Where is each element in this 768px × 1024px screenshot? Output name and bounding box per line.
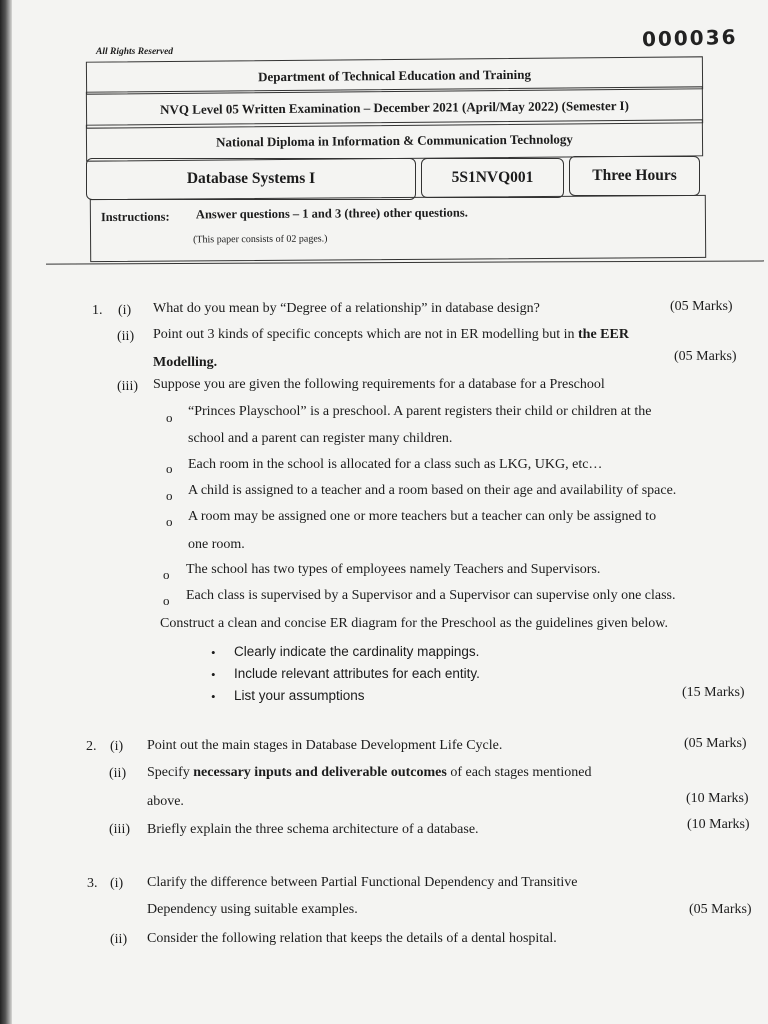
- code-box: [421, 158, 564, 198]
- exam-duration: Three Hours: [592, 167, 677, 184]
- instructions-label: Instructions:: [100, 209, 170, 225]
- q1-i-label: (i): [118, 303, 132, 318]
- instructions-box: [90, 195, 706, 262]
- rights-notice: All Rights Reserved: [96, 47, 174, 57]
- program-title: National Diploma in Information & Communication Technology: [216, 130, 573, 150]
- subject-title: Database Systems I: [186, 170, 316, 187]
- req4-line1: A room may be assigned one or more teachers but a teacher can only be assigned to: [188, 509, 657, 524]
- q2-ii-marks: (10 Marks): [686, 791, 749, 806]
- q2-iii-label: (iii): [109, 822, 130, 837]
- req-bullet: o: [166, 410, 173, 425]
- q2-number: 2.: [86, 739, 97, 754]
- q2-ii-text-pre: Specify: [147, 765, 194, 780]
- guide1: Clearly indicate the cardinality mappings.: [234, 644, 480, 659]
- q3-ii-label: (ii): [110, 932, 128, 947]
- q2-ii-text-line2: above.: [147, 794, 184, 809]
- req-bullet: o: [166, 461, 173, 476]
- q1-ii-text-line2: Modelling.: [153, 355, 218, 370]
- q3-i-marks: (05 Marks): [689, 902, 752, 917]
- req-bullet: o: [166, 488, 173, 503]
- q1-ii-label: (ii): [117, 329, 135, 344]
- guide3: List your assumptions: [234, 688, 365, 703]
- guide-bullet: •: [211, 667, 216, 682]
- req1-line1: “Princes Playschool” is a preschool. A parent registers their child or children at the: [188, 404, 652, 419]
- pages-note: (This paper consists of 02 pages.): [193, 233, 328, 246]
- q2-ii-text-post: of each stages mentioned: [446, 765, 592, 780]
- subject-code: 5S1NVQ001: [451, 169, 534, 186]
- department-title: Department of Technical Education and Training: [257, 66, 532, 84]
- q1-i-marks: (05 Marks): [670, 299, 733, 314]
- guide-bullet: •: [211, 689, 216, 704]
- q1-ii-text-bold: the EER: [578, 327, 629, 342]
- q1-ii-text: [153, 328, 629, 342]
- guide2: Include relevant attributes for each entity.: [234, 666, 480, 681]
- q3-i-line2: Dependency using suitable examples.: [147, 902, 358, 917]
- q2-iii-marks: (10 Marks): [687, 817, 750, 832]
- req6: Each class is supervised by a Supervisor and a Supervisor can supervise only one class.: [186, 588, 676, 603]
- subject-box: [86, 158, 416, 200]
- paper-id: 000036: [641, 24, 738, 52]
- req-bullet: o: [166, 514, 173, 529]
- q3-number: 3.: [87, 876, 98, 891]
- duration-box: [569, 156, 700, 196]
- q2-i-marks: (05 Marks): [684, 736, 747, 751]
- q1-ii-marks: (05 Marks): [674, 349, 737, 364]
- q1-number: 1.: [92, 303, 103, 318]
- q3-ii-text: Consider the following relation that keeps the details of a dental hospital.: [147, 931, 557, 946]
- req4-line2: one room.: [188, 537, 245, 552]
- q2-i-label: (i): [110, 739, 124, 754]
- req5: The school has two types of employees namely Teachers and Supervisors.: [186, 562, 601, 577]
- q3-i-line1: Clarify the difference between Partial Functional Dependency and Transitive: [147, 875, 578, 890]
- scan-edge-shadow: [0, 0, 12, 1024]
- q3-i-label: (i): [110, 876, 124, 891]
- construct-text: Construct a clean and concise ER diagram for the Preschool as the guidelines given below.: [160, 616, 668, 631]
- q1-iii-label: (iii): [117, 379, 138, 394]
- req1-line2: school and a parent can register many children.: [188, 431, 453, 446]
- q2-iii-text: Briefly explain the three schema architecture of a database.: [147, 822, 479, 837]
- req3: A child is assigned to a teacher and a room based on their age and availability of space.: [188, 483, 677, 498]
- q1-iii-marks: (15 Marks): [682, 685, 745, 700]
- q2-ii-text: [147, 766, 591, 780]
- q1-iii-text: Suppose you are given the following requirements for a database for a Preschool: [153, 377, 605, 392]
- req-bullet: o: [163, 593, 170, 608]
- req2: Each room in the school is allocated for a class such as LKG, UKG, etc…: [188, 457, 603, 472]
- q2-i-text: Point out the main stages in Database Development Life Cycle.: [147, 738, 503, 753]
- q1-ii-text-regular: Point out 3 kinds of specific concepts which are not in ER modelling but in: [153, 327, 578, 342]
- exam-title: NVQ Level 05 Written Examination – December 2021 (April/May 2022) (Semester I): [160, 97, 629, 117]
- req-bullet: o: [163, 567, 170, 582]
- q2-ii-text-bold: necessary inputs and deliverable outcomes: [193, 765, 447, 780]
- q2-ii-label: (ii): [109, 766, 127, 781]
- q1-i-text: What do you mean by “Degree of a relationship” in database design?: [153, 301, 540, 316]
- instructions-text: Answer questions – 1 and 3 (three) other questions.: [195, 205, 468, 222]
- guide-bullet: •: [211, 645, 216, 660]
